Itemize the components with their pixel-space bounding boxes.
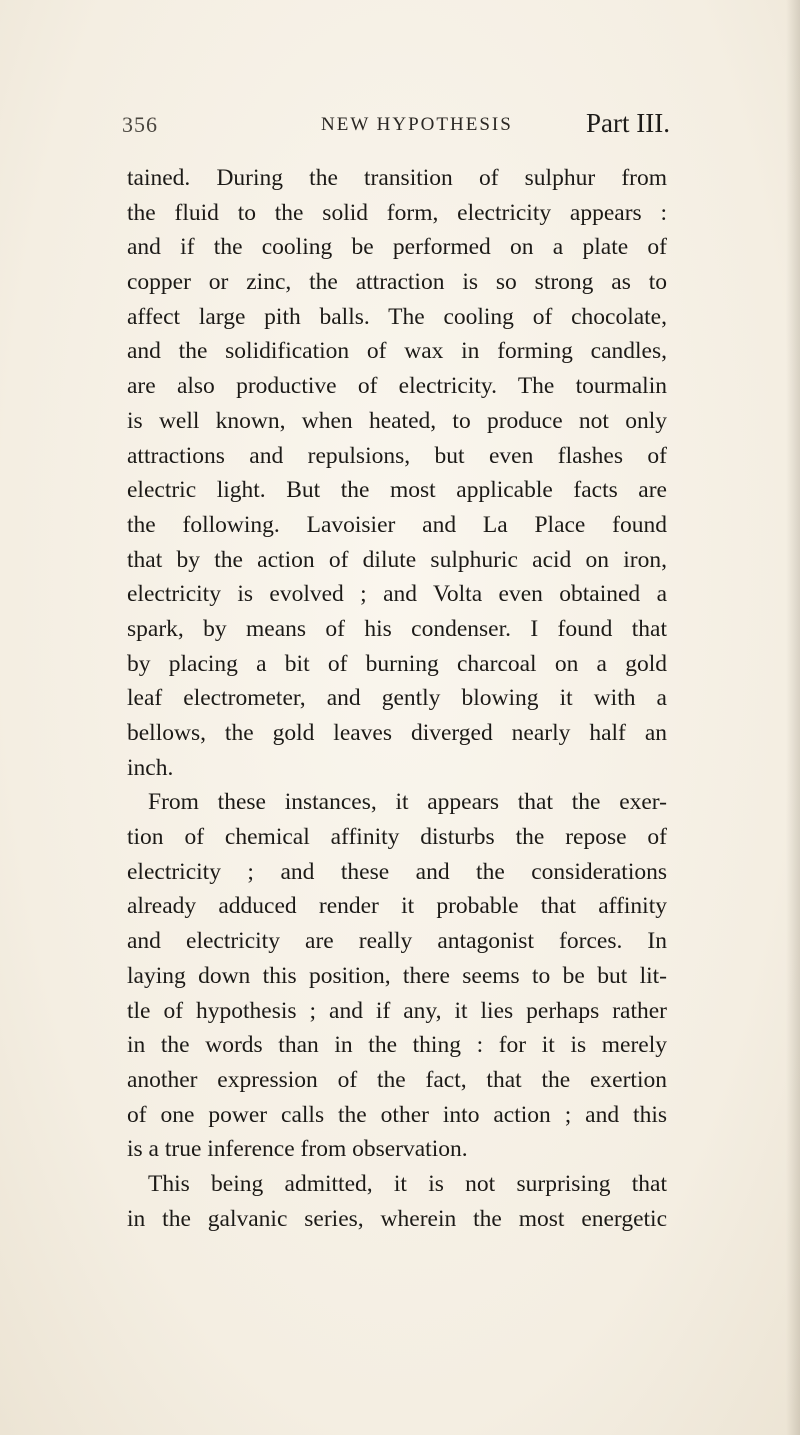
- running-header: [122, 108, 670, 144]
- text-line: electric light. But the most applicable facts are: [127, 477, 667, 504]
- text-line: affect large pith balls. The cooling of chocolate,: [127, 303, 667, 330]
- text-line: electricity is evolved ; and Volta even obtained a: [127, 581, 667, 608]
- text-line: the following. Lavoisier and La Place found: [127, 511, 667, 538]
- text-line: is a true inference from observation.: [127, 1136, 468, 1163]
- part-label: Part III.: [586, 108, 670, 138]
- text-line: bellows, the gold leaves diverged nearly half an: [127, 720, 667, 746]
- text-line: copper or zinc, the attraction is so strong as to: [127, 269, 667, 296]
- text-line: and the solidification of wax in forming candles,: [127, 338, 667, 365]
- text-line: From these instances, it appears that the exer-: [148, 789, 667, 816]
- text-line: are also productive of electricity. The tourmalin: [127, 373, 667, 400]
- text-line: in the words than in the thing : for it is merely: [127, 1032, 667, 1059]
- text-line: and if the cooling be performed on a plate of: [127, 234, 667, 261]
- body-text: [127, 161, 667, 1236]
- page-edge-shadow: [786, 0, 800, 1435]
- text-line: leaf electrometer, and gently blowing it with a: [127, 685, 667, 712]
- text-line: of one power calls the other into action ; and this: [127, 1101, 667, 1128]
- running-title: NEW HYPOTHESIS: [321, 114, 513, 135]
- text-line: in the galvanic series, wherein the most energetic: [127, 1205, 667, 1232]
- text-line: inch.: [127, 754, 174, 781]
- page-number: 356: [122, 112, 158, 137]
- text-line: laying down this position, there seems to be but lit-: [127, 962, 667, 989]
- text-line: another expression of the fact, that the exertion: [127, 1066, 667, 1093]
- text-line: attractions and repulsions, but even flashes of: [127, 442, 667, 469]
- text-line: spark, by means of his condenser. I found that: [127, 615, 667, 642]
- text-line: electricity ; and these and the considerations: [127, 858, 667, 885]
- text-line: is well known, when heated, to produce not only: [127, 407, 667, 434]
- text-line: and electricity are really antagonist forces. In: [127, 928, 667, 955]
- text-line: that by the action of dilute sulphuric acid on iron,: [127, 546, 667, 573]
- text-line: the fluid to the solid form, electricity appears :: [127, 199, 667, 226]
- text-line: tle of hypothesis ; and if any, it lies perhaps rather: [127, 997, 667, 1024]
- text-line: tained. During the transition of sulphur from: [127, 165, 667, 191]
- text-line: by placing a bit of burning charcoal on a gold: [127, 650, 667, 677]
- text-line: tion of chemical affinity disturbs the repose of: [127, 824, 667, 851]
- text-line: This being admitted, it is not surprising that: [148, 1170, 667, 1197]
- text-line: already adduced render it probable that affinity: [127, 893, 667, 920]
